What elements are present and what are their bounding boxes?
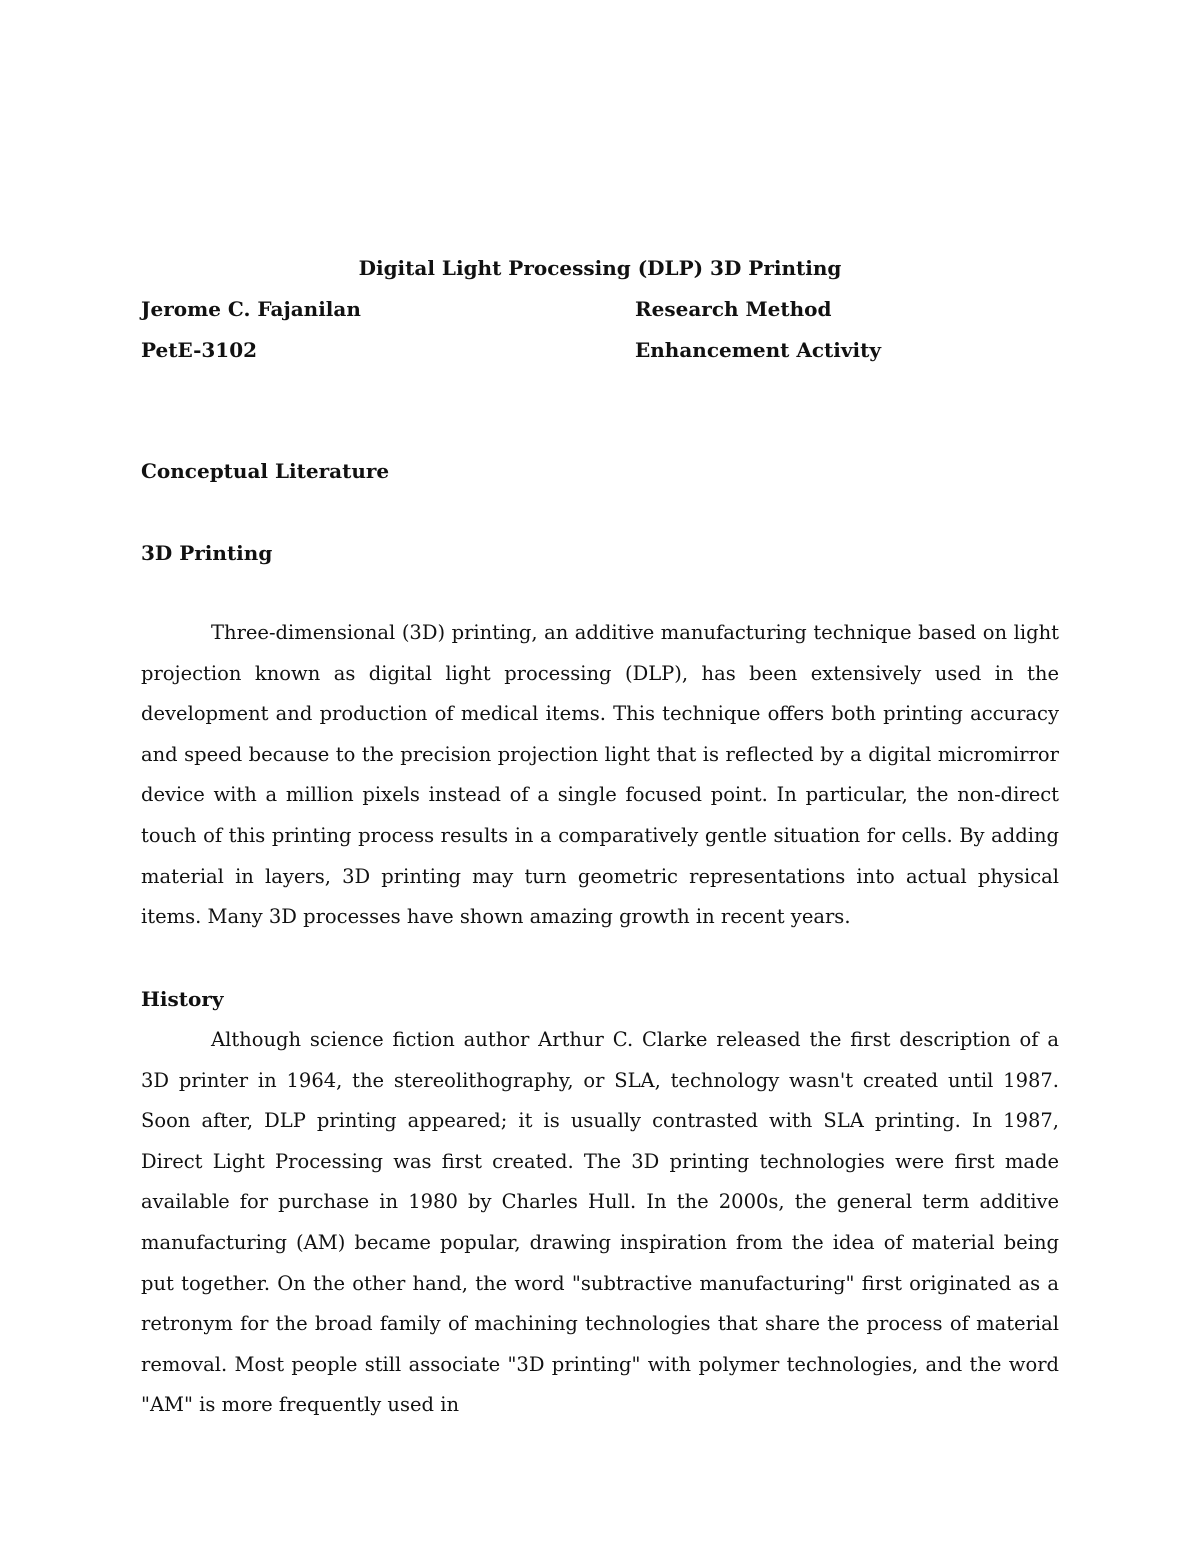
conceptual-literature-heading: Conceptual Literature	[141, 459, 390, 483]
course-code: PetE-3102	[141, 338, 258, 362]
author-name: Jerome C. Fajanilan	[141, 297, 361, 321]
document-title: Digital Light Processing (DLP) 3D Printing	[358, 256, 842, 280]
3d-printing-heading: 3D Printing	[141, 541, 273, 565]
3d-printing-paragraph: Three-dimensional (3D) printing, an additive manufacturing technique based on light projection known as digital light processing (DLP), has been extensively used in the development and production of medical items. This technique offers both printing accuracy and speed because to the precision projection light that is reflected by a digital micromirror device with a million pixels instead of a single focused point. In particular, the non-direct touch of this printing process results in a comparatively gentle situation for cells. By adding material in layers, 3D printing may turn geometric representations into actual physical items. Many 3D processes have shown amazing growth in recent years.	[141, 621, 1059, 929]
history-heading: History	[141, 987, 224, 1011]
activity-name: Enhancement Activity	[635, 338, 881, 362]
subject-name: Research Method	[635, 297, 832, 321]
history-paragraph: Although science fiction author Arthur C. Clarke released the first description of a 3D printer in 1964, the stereolithography, or SLA, technology wasn't created until 1987. Soon after, DLP printing appeared; it is usually contrasted with SLA printing. In 1987, Direct Light Processing was first created. The 3D printing technologies were first made available for purchase in 1980 by Charles Hull. In the 2000s, the general term additive manufacturing (AM) became popular, drawing inspiration from the idea of material being put together. On the other hand, the word "subtractive manufacturing" first originated as a retronym for the broad family of machining technologies that share the process of material removal. Most people still associate "3D printing" with polymer technologies, and the word "AM" is more frequently used in	[141, 1028, 1059, 1417]
